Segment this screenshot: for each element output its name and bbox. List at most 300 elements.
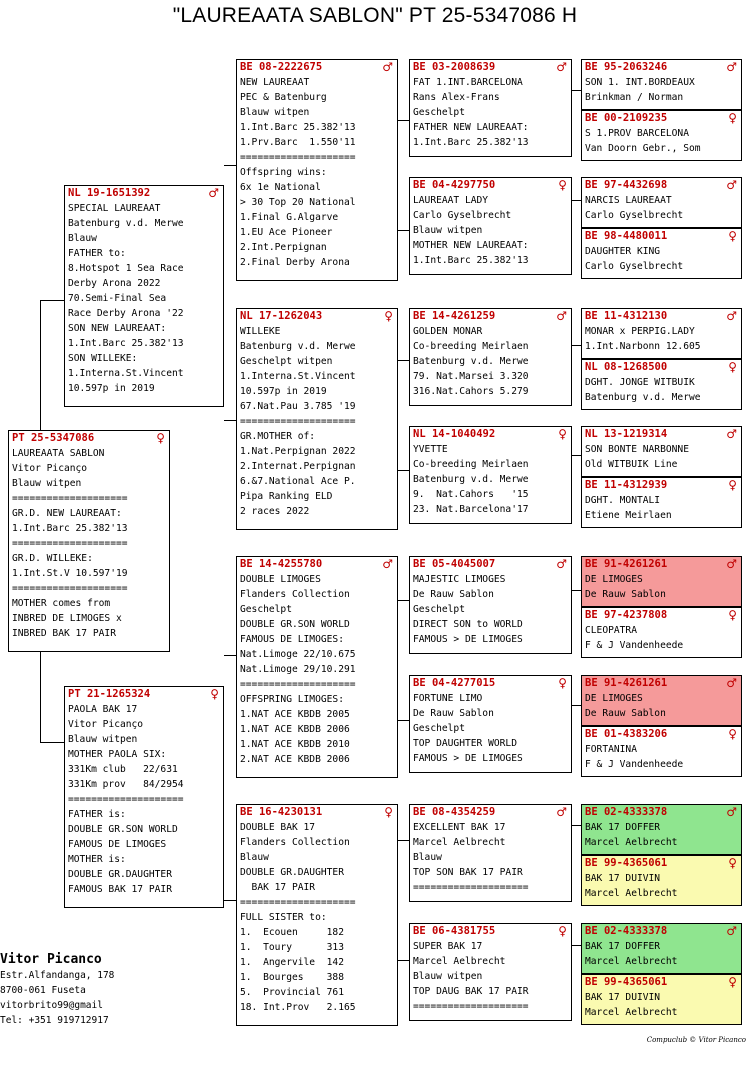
- card-line: BAK 17 PAIR: [240, 882, 316, 893]
- pedigree-card-great-grandparent[interactable]: [409, 308, 572, 406]
- card-lines: [582, 819, 741, 850]
- male-icon: ♂: [556, 805, 567, 819]
- card-line: 23. Nat.Barcelona'17: [413, 504, 529, 515]
- card-line: 2.NAT ACE KBDB 2006: [240, 754, 350, 765]
- card-line: OFFSPRING LIMOGES:: [240, 694, 344, 705]
- connector-line: [398, 470, 409, 471]
- card-line: SON WILLEKE:: [68, 353, 138, 364]
- male-icon: ♂: [556, 309, 567, 323]
- card-line: Rans Alex-Frans: [413, 92, 500, 103]
- female-icon: ♀: [728, 111, 737, 125]
- connector-line: [40, 652, 41, 742]
- card-line: F & J Vandenheede: [585, 759, 684, 770]
- female-icon: ♀: [210, 687, 219, 701]
- card-line: 316.Nat.Cahors 5.279: [413, 386, 529, 397]
- male-icon: ♂: [556, 557, 567, 571]
- card-line: FULL SISTER to:: [240, 912, 327, 923]
- ring-number: BE 08-4354259 ♂: [413, 805, 567, 819]
- card-line: NEW LAUREAAT: [240, 77, 310, 88]
- card-line: SON BONTE NARBONNE: [585, 444, 689, 455]
- card-line: TOP SON BAK 17 PAIR: [413, 867, 523, 878]
- card-line: Blauw witpen: [413, 225, 483, 236]
- card-line: FAMOUS BAK 17 PAIR: [68, 884, 172, 895]
- card-line: 9. Nat.Cahors '15: [413, 489, 529, 500]
- card-line: ====================: [413, 1001, 529, 1012]
- card-line: Marcel Aelbrecht: [585, 1007, 678, 1018]
- card-lines: [582, 441, 741, 472]
- ring-number: BE 11-4312939 ♀: [585, 478, 737, 492]
- ring-number: BE 03-2008639 ♂: [413, 60, 567, 74]
- card-line: 1.Int.Barc 25.382'13: [413, 255, 529, 266]
- ring-number: BE 02-4333378 ♂: [585, 805, 737, 819]
- card-line: DOUBLE LIMOGES: [240, 574, 321, 585]
- card-line: Vitor Picanço: [68, 719, 144, 730]
- card-line: DAUGHTER KING: [585, 246, 661, 257]
- card-line: ====================: [240, 416, 356, 427]
- card-line: FATHER to:: [68, 248, 126, 259]
- card-line: 1.Nat.Perpignan 2022: [240, 446, 356, 457]
- card-line: 1.Int.Barc 25.382'13: [240, 122, 356, 133]
- page-title: "LAUREAATA SABLON" PT 25-5347086 H: [172, 4, 578, 27]
- ring-number: PT 21-1265324 ♀: [68, 687, 219, 701]
- connector-line: [572, 345, 581, 346]
- pedigree-card-ancestor[interactable]: [581, 59, 742, 110]
- pedigree-card-great-grandparent[interactable]: [409, 177, 572, 275]
- card-line: Etiene Meirlaen: [585, 510, 672, 521]
- pedigree-card-great-grandparent[interactable]: [409, 59, 572, 157]
- card-line: Brinkman / Norman: [585, 92, 684, 103]
- card-line: Co-breeding Meirlaen: [413, 341, 529, 352]
- ring-number: BE 91-4261261 ♂: [585, 676, 737, 690]
- card-line: Flanders Collection: [240, 837, 350, 848]
- connector-line: [572, 825, 581, 826]
- female-icon: ♀: [558, 676, 567, 690]
- card-line: Carlo Gyselbrecht: [413, 210, 512, 221]
- card-line: 2 races 2022: [240, 506, 310, 517]
- card-lines: [410, 819, 571, 895]
- pedigree-card-sire-sire[interactable]: [236, 59, 398, 281]
- connector-line: [572, 705, 581, 706]
- card-line: Batenburg v.d. Merwe: [413, 356, 529, 367]
- card-line: ====================: [12, 538, 128, 549]
- card-line: Blauw: [413, 852, 442, 863]
- card-lines: [9, 445, 169, 641]
- card-line: GR.MOTHER of:: [240, 431, 316, 442]
- ring-number: NL 13-1219314 ♂: [585, 427, 737, 441]
- pedigree-card-ancestor[interactable]: [581, 359, 742, 410]
- card-line: INBRED DE LIMOGES x: [12, 613, 122, 624]
- ring-number: NL 14-1040492 ♀: [413, 427, 567, 441]
- pedigree-card-great-grandparent[interactable]: [409, 923, 572, 1021]
- card-line: Marcel Aelbrecht: [413, 837, 506, 848]
- connector-line: [572, 590, 581, 591]
- card-lines: [410, 74, 571, 150]
- card-lines: [582, 741, 741, 772]
- card-line: DGHT. MONTALI: [585, 495, 661, 506]
- card-line: 8.Hotspot 1 Sea Race: [68, 263, 184, 274]
- pedigree-card-ancestor[interactable]: [581, 426, 742, 477]
- card-line: Geschelpt: [240, 604, 292, 615]
- card-line: 1.EU Ace Pioneer: [240, 227, 333, 238]
- card-line: 79. Nat.Marsei 3.320: [413, 371, 529, 382]
- card-line: Marcel Aelbrecht: [585, 956, 678, 967]
- female-icon: ♀: [558, 178, 567, 192]
- ring-number: BE 06-4381755 ♀: [413, 924, 567, 938]
- card-line: MAJESTIC LIMOGES: [413, 574, 506, 585]
- card-line: Nat.Limoge 22/10.675: [240, 649, 356, 660]
- pedigree-card-dam-sire[interactable]: [236, 556, 398, 778]
- card-line: De Rauw Sablon: [413, 589, 494, 600]
- card-line: 10.597p in 2019: [68, 383, 155, 394]
- card-line: Co-breeding Meirlaen: [413, 459, 529, 470]
- ring-number: NL 17-1262043 ♀: [240, 309, 393, 323]
- card-lines: [582, 938, 741, 969]
- pedigree-card-ancestor[interactable]: [581, 804, 742, 855]
- card-line: YVETTE: [413, 444, 448, 455]
- ring-number: BE 91-4261261 ♂: [585, 557, 737, 571]
- card-lines: [582, 492, 741, 523]
- card-line: CLEOPATRA: [585, 625, 637, 636]
- card-line: Derby Arona 2022: [68, 278, 161, 289]
- connector-line: [572, 945, 581, 946]
- ring-number: NL 08-1268500 ♀: [585, 360, 737, 374]
- card-line: FAMOUS > DE LIMOGES: [413, 753, 523, 764]
- card-line: MONAR x PERPIG.LADY: [585, 326, 695, 337]
- card-line: ====================: [12, 583, 128, 594]
- card-line: Blauw: [68, 233, 97, 244]
- card-line: DGHT. JONGE WITBUIK: [585, 377, 695, 388]
- card-line: Vitor Picanço: [12, 463, 88, 474]
- ring-number: PT 25-5347086 ♀: [12, 431, 165, 445]
- card-line: BAK 17 DOFFER: [585, 822, 661, 833]
- female-icon: ♀: [728, 856, 737, 870]
- card-line: Blauw witpen: [12, 478, 82, 489]
- card-line: Old WITBUIK Line: [585, 459, 678, 470]
- card-line: 2.Final Derby Arona: [240, 257, 350, 268]
- footer-credit: Compuclub © Vitor Picanco: [646, 1036, 746, 1044]
- card-line: Geschelpt: [413, 604, 465, 615]
- card-line: BAK 17 DUIVIN: [585, 873, 661, 884]
- card-line: DE LIMOGES: [585, 693, 643, 704]
- card-line: GR.D. NEW LAUREAAT:: [12, 508, 122, 519]
- card-lines: [237, 819, 397, 1015]
- card-line: FATHER NEW LAUREAAT:: [413, 122, 529, 133]
- card-lines: [582, 192, 741, 223]
- card-line: BAK 17 DOFFER: [585, 941, 661, 952]
- pedigree-card-ancestor[interactable]: [581, 556, 742, 607]
- card-line: 1.Int.Narbonn 12.605: [585, 341, 701, 352]
- card-line: MOTHER PAOLA SIX:: [68, 749, 167, 760]
- pedigree-card-ancestor[interactable]: [581, 477, 742, 528]
- card-line: DE LIMOGES: [585, 574, 643, 585]
- card-line: FORTUNE LIMO: [413, 693, 483, 704]
- connector-line: [398, 230, 409, 231]
- card-line: LAUREAATA SABLON: [12, 448, 105, 459]
- pedigree-card-sire-dam[interactable]: [236, 308, 398, 530]
- card-line: Marcel Aelbrecht: [413, 956, 506, 967]
- ring-number: BE 97-4237808 ♀: [585, 608, 737, 622]
- card-line: ====================: [413, 882, 529, 893]
- card-lines: [582, 74, 741, 105]
- card-line: BAK 17 DUIVIN: [585, 992, 661, 1003]
- pedigree-card-dam-dam[interactable]: [236, 804, 398, 1026]
- card-line: DOUBLE GR.SON WORLD: [68, 824, 178, 835]
- card-line: EXCELLENT BAK 17: [413, 822, 506, 833]
- ring-number: BE 08-2222675 ♂: [240, 60, 393, 74]
- card-line: Geschelpt witpen: [240, 356, 333, 367]
- card-lines: [237, 571, 397, 767]
- connector-line: [40, 742, 64, 743]
- ring-number: BE 14-4255780 ♂: [240, 557, 393, 571]
- card-lines: [582, 989, 741, 1020]
- pedigree-card-ancestor[interactable]: [581, 110, 742, 161]
- pedigree-card-ancestor[interactable]: [581, 607, 742, 658]
- card-line: SON NEW LAUREAAT:: [68, 323, 167, 334]
- ring-number: BE 01-4383206 ♀: [585, 727, 737, 741]
- card-lines: [582, 125, 741, 156]
- ring-number: NL 19-1651392 ♂: [68, 186, 219, 200]
- pedigree-card-subject[interactable]: [8, 430, 170, 652]
- connector-line: [224, 655, 236, 656]
- card-line: 2.Int.Perpignan: [240, 242, 327, 253]
- card-line: Batenburg v.d. Merwe: [68, 218, 184, 229]
- card-line: SPECIAL LAUREAAT: [68, 203, 161, 214]
- female-icon: ♀: [384, 805, 393, 819]
- card-line: 5. Provincial 761: [240, 987, 344, 998]
- card-line: 1.Prv.Barc 1.550'11: [240, 137, 356, 148]
- ring-number: BE 95-2063246 ♂: [585, 60, 737, 74]
- pedigree-card-ancestor[interactable]: [581, 974, 742, 1025]
- card-line: De Rauw Sablon: [585, 589, 666, 600]
- card-line: S 1.PROV BARCELONA: [585, 128, 689, 139]
- pedigree-card-ancestor[interactable]: [581, 923, 742, 974]
- card-line: 18. Int.Prov 2.165: [240, 1002, 356, 1013]
- card-line: GOLDEN MONAR: [413, 326, 483, 337]
- owner-address: Estr.Alfandanga, 178: [0, 970, 115, 981]
- card-line: MOTHER is:: [68, 854, 126, 865]
- card-line: FAMOUS DE LIMOGES: [68, 839, 167, 850]
- card-line: SUPER BAK 17: [413, 941, 483, 952]
- card-line: De Rauw Sablon: [585, 708, 666, 719]
- card-lines: [410, 323, 571, 399]
- card-line: > 30 Top 20 National: [240, 197, 356, 208]
- card-lines: [410, 938, 571, 1014]
- card-line: 1.NAT ACE KBDB 2005: [240, 709, 350, 720]
- card-line: FAMOUS > DE LIMOGES: [413, 634, 523, 645]
- card-line: DOUBLE GR.DAUGHTER: [240, 867, 344, 878]
- card-line: DOUBLE GR.DAUGHTER: [68, 869, 172, 880]
- connector-line: [572, 200, 581, 201]
- card-line: 1.Final G.Algarve: [240, 212, 339, 223]
- pedigree-card-ancestor[interactable]: [581, 308, 742, 359]
- ring-number: BE 05-4045007 ♂: [413, 557, 567, 571]
- card-line: NARCIS LAUREAAT: [585, 195, 672, 206]
- connector-line: [40, 300, 41, 430]
- card-line: 1.Interna.St.Vincent: [68, 368, 184, 379]
- female-icon: ♀: [728, 478, 737, 492]
- pedigree-card-ancestor[interactable]: [581, 726, 742, 777]
- card-lines: [65, 200, 223, 396]
- owner-postal: 8700-061 Fuseta: [0, 985, 86, 996]
- connector-line: [224, 900, 236, 901]
- card-line: Blauw witpen: [68, 734, 138, 745]
- card-line: ====================: [240, 679, 356, 690]
- pedigree-card-great-grandparent[interactable]: [409, 556, 572, 654]
- female-icon: ♀: [384, 309, 393, 323]
- ring-number: BE 00-2109235 ♀: [585, 111, 737, 125]
- card-line: FAMOUS DE LIMOGES:: [240, 634, 344, 645]
- card-line: Carlo Gyselbrecht: [585, 261, 684, 272]
- pedigree-card-ancestor[interactable]: [581, 228, 742, 279]
- pedigree-card-ancestor[interactable]: [581, 675, 742, 726]
- female-icon: ♀: [558, 924, 567, 938]
- ring-number: BE 14-4261259 ♂: [413, 309, 567, 323]
- card-lines: [410, 441, 571, 517]
- card-lines: [237, 74, 397, 270]
- owner-info: [0, 952, 114, 1028]
- card-lines: [582, 870, 741, 901]
- card-line: TOP DAUG BAK 17 PAIR: [413, 986, 529, 997]
- female-icon: ♀: [728, 608, 737, 622]
- card-lines: [582, 622, 741, 653]
- card-line: ====================: [240, 152, 356, 163]
- ring-number: BE 99-4365061 ♀: [585, 975, 737, 989]
- ring-number: BE 04-4297750 ♀: [413, 178, 567, 192]
- card-line: 6x 1e National: [240, 182, 321, 193]
- card-line: Geschelpt: [413, 107, 465, 118]
- card-lines: [410, 690, 571, 766]
- ring-number: BE 16-4230131 ♀: [240, 805, 393, 819]
- pedigree-card-great-grandparent[interactable]: [409, 426, 572, 524]
- card-line: FATHER is:: [68, 809, 126, 820]
- card-line: FAT 1.INT.BARCELONA: [413, 77, 523, 88]
- card-line: MOTHER comes from: [12, 598, 111, 609]
- card-line: Geschelpt: [413, 723, 465, 734]
- connector-line: [398, 840, 409, 841]
- male-icon: ♂: [382, 60, 393, 74]
- ring-number: BE 98-4480011 ♀: [585, 229, 737, 243]
- card-line: Carlo Gyselbrecht: [585, 210, 684, 221]
- card-lines: [582, 690, 741, 721]
- card-line: 1. Ecouen 182: [240, 927, 344, 938]
- connector-line: [572, 455, 581, 456]
- owner-name: Vitor Picanco: [0, 952, 102, 967]
- male-icon: ♂: [556, 60, 567, 74]
- male-icon: ♂: [208, 186, 219, 200]
- card-line: PEC & Batenburg: [240, 92, 327, 103]
- card-line: 1.Int.Barc 25.382'13: [68, 338, 184, 349]
- ring-number: BE 99-4365061 ♀: [585, 856, 737, 870]
- owner-phone: Tel: +351 919712917: [0, 1015, 109, 1026]
- card-line: Batenburg v.d. Merwe: [585, 392, 701, 403]
- card-lines: [582, 571, 741, 602]
- card-line: 70.Semi-Final Sea: [68, 293, 167, 304]
- card-line: Pipa Ranking ELD: [240, 491, 333, 502]
- card-line: DOUBLE BAK 17: [240, 822, 316, 833]
- card-line: 1.Int.Barc 25.382'13: [413, 137, 529, 148]
- card-line: 1.NAT ACE KBDB 2006: [240, 724, 350, 735]
- male-icon: ♂: [726, 309, 737, 323]
- card-line: SON 1. INT.BORDEAUX: [585, 77, 695, 88]
- card-lines: [65, 701, 223, 897]
- card-line: F & J Vandenheede: [585, 640, 684, 651]
- pedigree-card-sire[interactable]: [64, 185, 224, 407]
- pedigree-card-dam[interactable]: [64, 686, 224, 908]
- card-line: Batenburg v.d. Merwe: [413, 474, 529, 485]
- male-icon: ♂: [726, 557, 737, 571]
- card-line: ====================: [240, 897, 356, 908]
- card-line: DOUBLE GR.SON WORLD: [240, 619, 350, 630]
- card-line: 1.NAT ACE KBDB 2010: [240, 739, 350, 750]
- female-icon: ♀: [728, 727, 737, 741]
- card-line: 1. Toury 313: [240, 942, 344, 953]
- card-lines: [582, 243, 741, 274]
- card-line: Van Doorn Gebr., Som: [585, 143, 701, 154]
- card-line: ====================: [12, 493, 128, 504]
- card-line: 1. Angervile 142: [240, 957, 344, 968]
- ring-number: BE 02-4333378 ♂: [585, 924, 737, 938]
- male-icon: ♂: [726, 427, 737, 441]
- card-line: Nat.Limoge 29/10.291: [240, 664, 356, 675]
- card-line: PAOLA BAK 17: [68, 704, 138, 715]
- card-lines: [410, 192, 571, 268]
- connector-line: [398, 720, 409, 721]
- card-line: Marcel Aelbrecht: [585, 837, 678, 848]
- male-icon: ♂: [726, 924, 737, 938]
- pedigree-card-ancestor[interactable]: [581, 177, 742, 228]
- card-line: Batenburg v.d. Merwe: [240, 341, 356, 352]
- card-line: 6.&7.National Ace P.: [240, 476, 356, 487]
- ring-number: BE 97-4432698 ♂: [585, 178, 737, 192]
- ring-number: BE 04-4277015 ♀: [413, 676, 567, 690]
- card-lines: [582, 323, 741, 354]
- male-icon: ♂: [726, 178, 737, 192]
- pedigree-card-great-grandparent[interactable]: [409, 675, 572, 773]
- male-icon: ♂: [382, 557, 393, 571]
- card-line: ====================: [68, 794, 184, 805]
- male-icon: ♂: [726, 676, 737, 690]
- card-lines: [237, 323, 397, 519]
- card-line: DIRECT SON to WORLD: [413, 619, 523, 630]
- card-line: Marcel Aelbrecht: [585, 888, 678, 899]
- ring-number: BE 11-4312130 ♂: [585, 309, 737, 323]
- card-line: 10.597p in 2019: [240, 386, 327, 397]
- connector-line: [398, 960, 409, 961]
- connector-line: [398, 360, 409, 361]
- connector-line: [398, 600, 409, 601]
- card-line: INBRED BAK 17 PAIR: [12, 628, 116, 639]
- card-line: LAUREAAT LADY: [413, 195, 489, 206]
- card-line: 1.Int.St.V 10.597'19: [12, 568, 128, 579]
- pedigree-card-great-grandparent[interactable]: [409, 804, 572, 902]
- card-line: Blauw witpen: [240, 107, 310, 118]
- card-line: Blauw: [240, 852, 269, 863]
- female-icon: ♀: [156, 431, 165, 445]
- card-lines: [582, 374, 741, 405]
- card-line: Blauw witpen: [413, 971, 483, 982]
- card-line: De Rauw Sablon: [413, 708, 494, 719]
- connector-line: [224, 420, 236, 421]
- connector-line: [572, 90, 581, 91]
- female-icon: ♀: [728, 975, 737, 989]
- card-line: 1.Int.Barc 25.382'13: [12, 523, 128, 534]
- connector-line: [398, 120, 409, 121]
- card-line: 67.Nat.Pau 3.785 '19: [240, 401, 356, 412]
- pedigree-card-ancestor[interactable]: [581, 855, 742, 906]
- card-line: 1.Interna.St.Vincent: [240, 371, 356, 382]
- male-icon: ♂: [726, 60, 737, 74]
- card-line: GR.D. WILLEKE:: [12, 553, 93, 564]
